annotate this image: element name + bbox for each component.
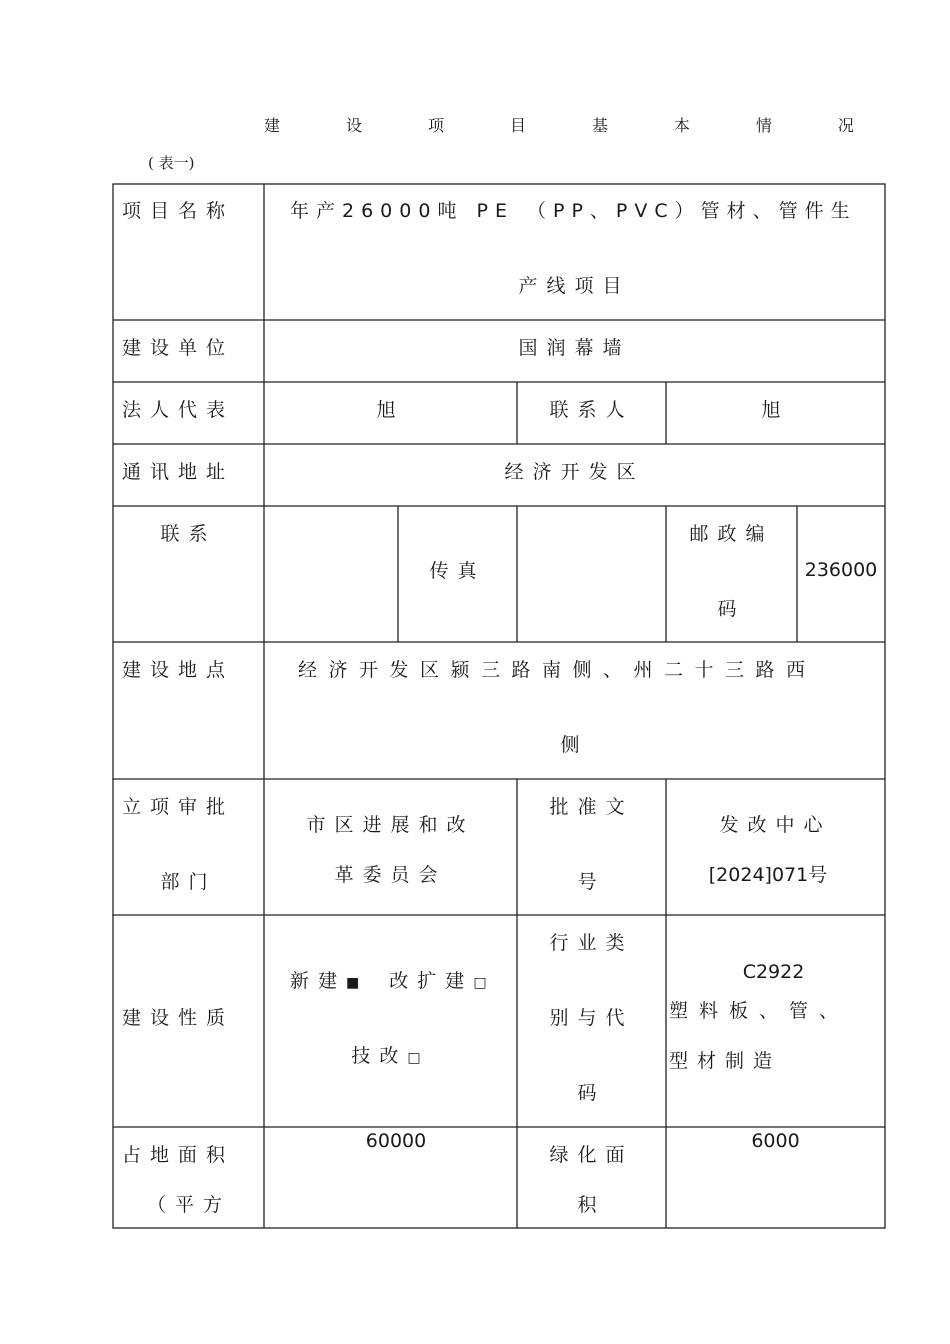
table-subtitle: ( 表一) — [148, 154, 195, 172]
nature-option-expand-text: 改扩建 — [389, 970, 474, 992]
address-label: 通讯地址 — [122, 461, 235, 483]
green-area-value: 6000 — [751, 1130, 800, 1152]
address-value: 经济开发区 — [504, 461, 645, 483]
green-area-label-line1: 绿化面 — [549, 1144, 634, 1166]
legal-rep-value: 旭 — [376, 399, 405, 421]
land-area-value: 60000 — [365, 1130, 427, 1152]
title-char: 建 — [264, 116, 281, 135]
title-char: 基 — [591, 116, 608, 135]
title-char: 设 — [345, 116, 362, 135]
industry-label-line2: 别与代 — [549, 1007, 634, 1029]
industry-code: C2922 — [742, 961, 805, 983]
approval-doc-label-line2: 号 — [577, 871, 606, 893]
approval-doc-value-line1: 发改中心 — [719, 814, 832, 836]
industry-label-line3: 码 — [577, 1082, 606, 1104]
postal-code-label-line2: 码 — [717, 598, 746, 620]
checkbox-empty-icon: □ — [407, 1050, 430, 1066]
nature-option-tech — [264, 1043, 517, 1071]
builder-label: 建设单位 — [122, 337, 235, 359]
title-char: 目 — [509, 116, 526, 135]
location-value-line2: 侧 — [560, 734, 589, 756]
location-label: 建设地点 — [122, 659, 235, 681]
nature-option-new-text: 新建 — [290, 970, 347, 992]
title-char: 本 — [673, 116, 690, 135]
approval-dept-line1: 市区进展和改 — [306, 814, 475, 836]
industry-name-line1: 塑料板、管、 — [669, 1000, 850, 1022]
approval-dept-label-line2: 部门 — [160, 871, 217, 893]
project-name-label: 项目名称 — [122, 200, 235, 222]
postal-code-value: 236000 — [804, 559, 878, 581]
checkbox-checked-icon: ■ — [346, 975, 369, 991]
contact-person-value: 旭 — [761, 399, 790, 421]
approval-dept-line2: 革委员会 — [334, 864, 447, 886]
industry-name-line2: 型材制造 — [669, 1050, 782, 1072]
fax-label: 传真 — [429, 560, 486, 582]
approval-doc-label-line1: 批准文 — [549, 796, 634, 818]
title-char: 项 — [427, 116, 444, 135]
location-value-line1: 经济开发区颍三路南侧、州二十三路西 — [298, 659, 817, 681]
green-area-label-line2: 积 — [577, 1194, 606, 1216]
project-name-value-line1: 年产26000吨 PE （PP、PVC）管材、管件生 — [290, 200, 857, 222]
land-area-label-line2: （平方 — [147, 1194, 232, 1216]
checkbox-empty-icon: □ — [473, 975, 496, 991]
project-name-value-line2: 产线项目 — [518, 275, 631, 297]
title-char: 情 — [755, 116, 772, 135]
approval-dept-label-line1: 立项审批 — [122, 796, 235, 818]
contact-person-label: 联系人 — [549, 399, 634, 421]
nature-label: 建设性质 — [122, 1007, 235, 1029]
builder-value: 国润幕墙 — [518, 337, 631, 359]
postal-code-label-line1: 邮政编 — [689, 523, 774, 545]
nature-option-new — [290, 968, 496, 996]
industry-label-line1: 行业类 — [549, 932, 634, 954]
approval-doc-value-line2: [2024]071号 — [708, 864, 828, 886]
title-char: 况 — [837, 116, 854, 135]
phone-label: 联系 — [160, 523, 217, 545]
land-area-label-line1: 占地面积 — [122, 1144, 235, 1166]
nature-option-tech-text: 技改 — [351, 1045, 408, 1067]
legal-rep-label: 法人代表 — [122, 399, 235, 421]
